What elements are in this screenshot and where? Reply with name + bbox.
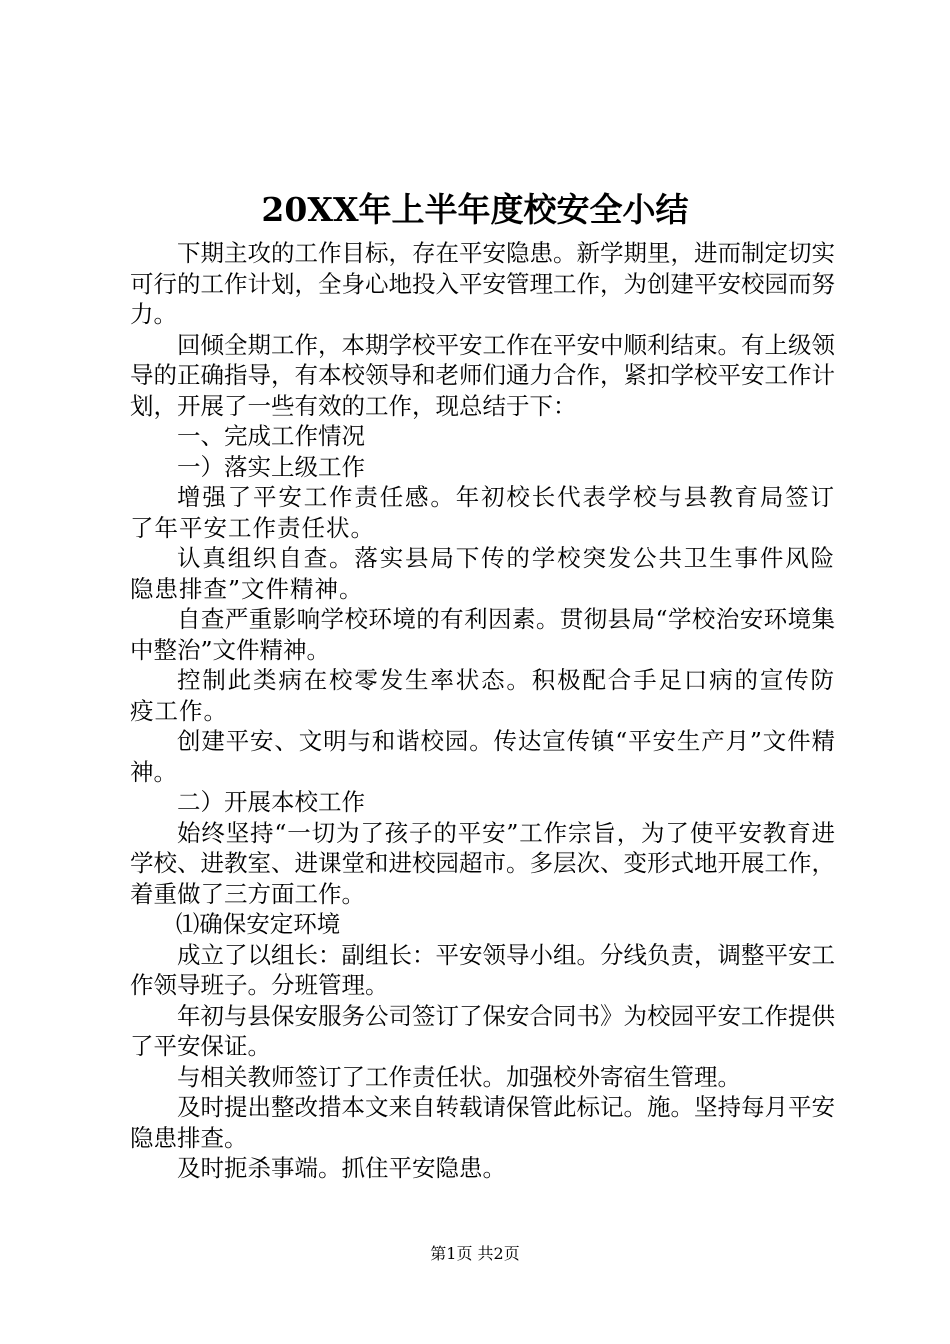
paragraph: 自查严重影响学校环境的有利因素。贯彻县局“学校治安环境集中整治”文件精神。 xyxy=(130,605,835,664)
paragraph: 成立了以组长：副组长：平安领导小组。分线负责，调整平安工作领导班子。分班管理。 xyxy=(130,940,835,999)
subsection-heading: 二）开展本校工作 xyxy=(177,788,365,816)
document-title: 20XX年上半年度校安全小结 xyxy=(261,190,689,229)
subsection-heading: 一）落实上级工作 xyxy=(177,452,365,481)
paragraph: 控制此类病在校零发生率状态。积极配合手足口病的宣传防疫工作。 xyxy=(130,666,835,725)
page-number-footer: 第1页 共2页 xyxy=(430,1244,520,1263)
document-body xyxy=(130,238,835,1184)
paragraph: 回倾全期工作，本期学校平安工作在平安中顺利结束。有上级领导的正确指导，有本校领导和老师们通力合作，紧扣学校平安工作计划，开展了一些有效的工作，现总结于下： xyxy=(130,330,835,420)
paragraph: 始终坚持“一切为了孩子的平安”工作宗旨，为了使平安教育进学校、进教室、进课堂和进校园超市。多层次、变形式地开展工作，着重做了三方面工作。 xyxy=(130,818,835,908)
section-heading: 一、完成工作情况 xyxy=(177,422,365,450)
paragraph: 年初与县保安服务公司签订了保安合同书》为校园平安工作提供了平安保证。 xyxy=(130,1001,835,1060)
sub-item-heading: ⑴确保安定环境 xyxy=(175,910,341,938)
paragraph: 与相关教师签订了工作责任状。加强校外寄宿生管理。 xyxy=(177,1062,741,1091)
paragraph: 创建平安、文明与和谐校园。传达宣传镇“平安生产月”文件精神。 xyxy=(130,727,835,786)
paragraph: 增强了平安工作责任感。年初校长代表学校与县教育局签订了年平安工作责任状。 xyxy=(130,483,835,542)
paragraph: 及时提出整改措本文来自转载请保管此标记。施。坚持每月平安隐患排查。 xyxy=(130,1093,835,1152)
paragraph: 下期主攻的工作目标，存在平安隐患。新学期里，进而制定切实可行的工作计划，全身心地投入平安管理工作，为创建平安校园而努力。 xyxy=(130,239,835,328)
paragraph: 认真组织自查。落实县局下传的学校突发公共卫生事件风险隐患排查”文件精神。 xyxy=(130,544,835,603)
paragraph: 及时扼杀事端。抓住平安隐患。 xyxy=(177,1154,506,1182)
